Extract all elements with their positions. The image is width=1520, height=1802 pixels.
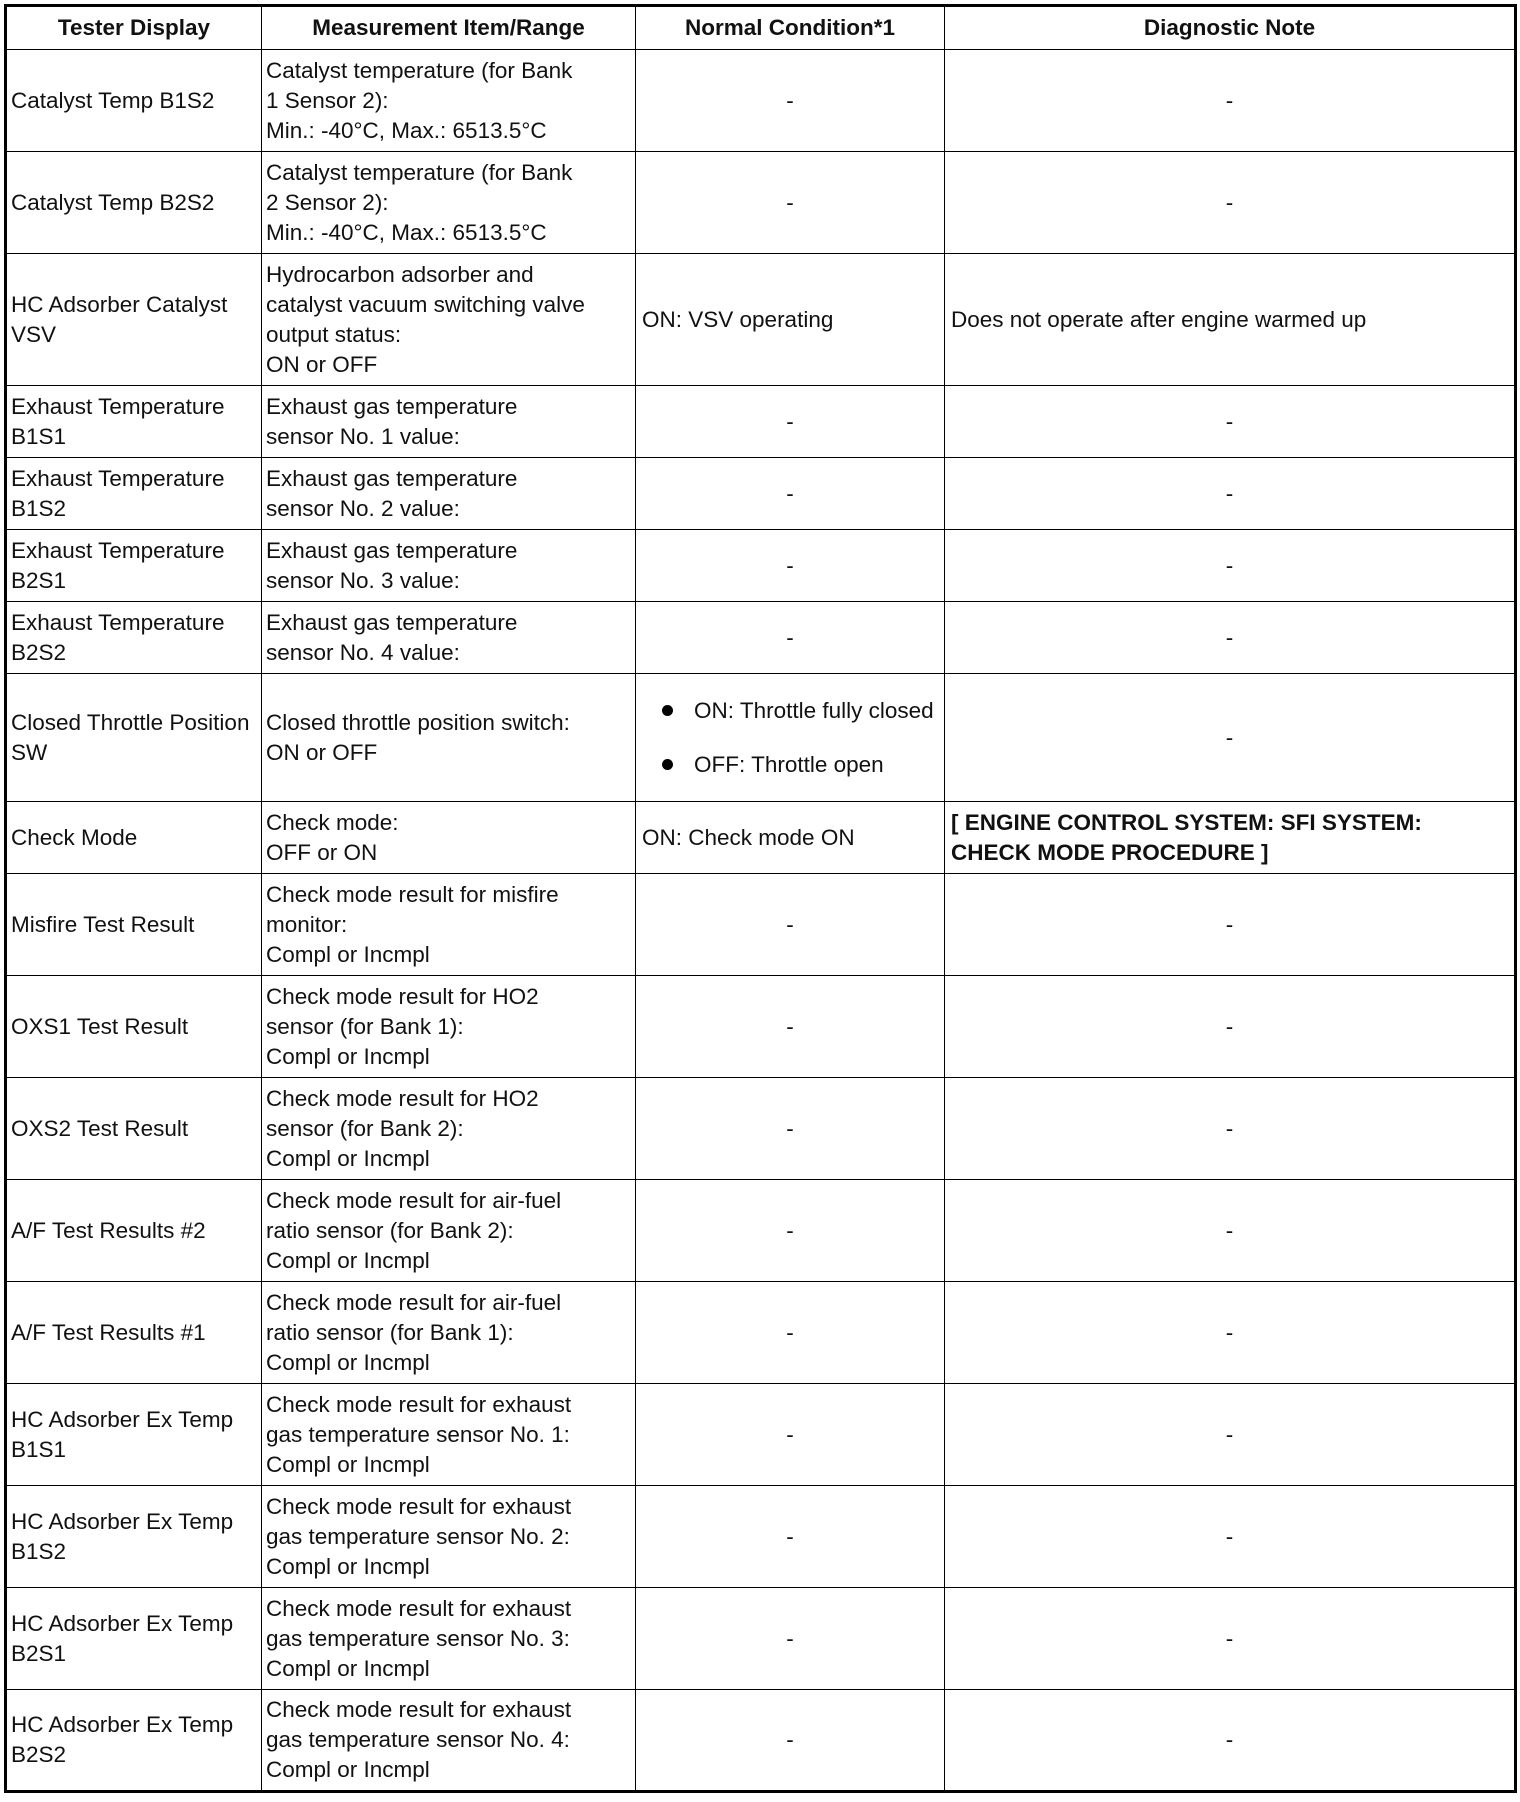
measurement-item-cell: [262, 602, 636, 674]
tester-display-cell: A/F Test Results #1: [6, 1282, 262, 1384]
tester-display-cell: Catalyst Temp B1S2: [6, 50, 262, 152]
table-row: [6, 802, 1516, 874]
normal-condition-cell: -: [636, 1486, 945, 1588]
measurement-item-line: Compl or Incmpl: [266, 1451, 430, 1477]
measurement-item-line: sensor (for Bank 2):: [266, 1115, 464, 1141]
tester-display-cell: Exhaust Temperature B1S2: [6, 458, 262, 530]
measurement-item-line: Compl or Incmpl: [266, 1349, 430, 1375]
measurement-item-cell: [262, 1078, 636, 1180]
diagnostic-note-cell: -: [945, 674, 1516, 802]
normal-condition-cell: [636, 674, 945, 802]
table-row: [6, 674, 1516, 802]
normal-condition-cell: -: [636, 976, 945, 1078]
table-row: [6, 976, 1516, 1078]
diagnostic-note-cell: -: [945, 458, 1516, 530]
measurement-item-cell: [262, 458, 636, 530]
measurement-item-line: Check mode result for exhaust: [266, 1493, 572, 1519]
diagnostic-note-cell: -: [945, 152, 1516, 254]
measurement-item-line: sensor No. 2 value:: [266, 495, 460, 521]
measurement-item-line: monitor:: [266, 911, 348, 937]
tester-display-cell: Check Mode: [6, 802, 262, 874]
measurement-item-line: sensor No. 3 value:: [266, 567, 460, 593]
measurement-item-cell: [262, 1588, 636, 1690]
table-row: [6, 1282, 1516, 1384]
measurement-item-line: Compl or Incmpl: [266, 1553, 430, 1579]
table-row: [6, 874, 1516, 976]
measurement-item-line: 1 Sensor 2):: [266, 87, 389, 113]
tester-display-cell: OXS1 Test Result: [6, 976, 262, 1078]
measurement-item-line: sensor (for Bank 1):: [266, 1013, 464, 1039]
diagnostic-note-cell: -: [945, 50, 1516, 152]
measurement-item-cell: [262, 1384, 636, 1486]
measurement-item-cell: [262, 1282, 636, 1384]
measurement-item-line: OFF or ON: [266, 839, 378, 865]
tester-display-cell: HC Adsorber Ex Temp B2S2: [6, 1690, 262, 1792]
measurement-item-line: sensor No. 4 value:: [266, 639, 460, 665]
normal-condition-list: [642, 690, 940, 786]
tester-display-cell: HC Adsorber Ex Temp B1S2: [6, 1486, 262, 1588]
normal-condition-cell: -: [636, 458, 945, 530]
measurement-item-cell: [262, 152, 636, 254]
measurement-item-cell: [262, 1180, 636, 1282]
tester-display-cell: Catalyst Temp B2S2: [6, 152, 262, 254]
diagnostic-note-cell: -: [945, 1078, 1516, 1180]
measurement-item-line: Compl or Incmpl: [266, 941, 430, 967]
measurement-item-line: Compl or Incmpl: [266, 1043, 430, 1069]
table-row: [6, 1588, 1516, 1690]
normal-condition-cell: -: [636, 602, 945, 674]
measurement-item-cell: [262, 50, 636, 152]
diagnostic-note-cell: -: [945, 1180, 1516, 1282]
measurement-item-line: Check mode result for exhaust: [266, 1391, 572, 1417]
measurement-item-line: gas temperature sensor No. 2:: [266, 1523, 570, 1549]
diagnostic-note-cell: -: [945, 1384, 1516, 1486]
tester-display-cell: Misfire Test Result: [6, 874, 262, 976]
measurement-item-line: Check mode:: [266, 809, 399, 835]
measurement-item-line: Closed throttle position switch:: [266, 709, 570, 735]
measurement-item-line: Min.: -40°C, Max.: 6513.5°C: [266, 219, 547, 245]
header-diagnostic-note: Diagnostic Note: [945, 6, 1516, 50]
diagnostic-note-cell: -: [945, 874, 1516, 976]
normal-condition-cell: -: [636, 1588, 945, 1690]
measurement-item-line: ON or OFF: [266, 739, 378, 765]
measurement-item-line: Check mode result for HO2: [266, 983, 539, 1009]
measurement-item-line: gas temperature sensor No. 3:: [266, 1625, 570, 1651]
tester-display-cell: OXS2 Test Result: [6, 1078, 262, 1180]
measurement-item-line: Min.: -40°C, Max.: 6513.5°C: [266, 117, 547, 143]
table-row: [6, 458, 1516, 530]
normal-condition-cell: -: [636, 874, 945, 976]
measurement-item-line: Check mode result for air-fuel: [266, 1187, 562, 1213]
tester-display-cell: A/F Test Results #2: [6, 1180, 262, 1282]
measurement-item-cell: [262, 874, 636, 976]
table-row: [6, 530, 1516, 602]
table-row: [6, 152, 1516, 254]
header-tester-display: Tester Display: [6, 6, 262, 50]
measurement-item-line: 2 Sensor 2):: [266, 189, 389, 215]
normal-condition-cell: -: [636, 1282, 945, 1384]
measurement-item-line: Exhaust gas temperature: [266, 393, 518, 419]
list-item: ON: Throttle fully closed: [650, 696, 940, 726]
measurement-item-line: Exhaust gas temperature: [266, 609, 518, 635]
measurement-item-line: Check mode result for air-fuel: [266, 1289, 562, 1315]
diagnostic-note-link[interactable]: CHECK MODE PROCEDURE ]: [951, 839, 1269, 865]
measurement-item-cell: [262, 1486, 636, 1588]
list-item: OFF: Throttle open: [650, 750, 940, 780]
normal-condition-cell: ON: Check mode ON: [636, 802, 945, 874]
table-row: [6, 50, 1516, 152]
tester-display-cell: Exhaust Temperature B2S2: [6, 602, 262, 674]
normal-condition-cell: -: [636, 530, 945, 602]
normal-condition-cell: -: [636, 1690, 945, 1792]
table-row: [6, 1384, 1516, 1486]
diagnostic-note-cell: -: [945, 530, 1516, 602]
tester-display-cell: Exhaust Temperature B1S1: [6, 386, 262, 458]
measurement-item-cell: [262, 530, 636, 602]
measurement-item-line: Exhaust gas temperature: [266, 465, 518, 491]
table-row: [6, 1078, 1516, 1180]
tester-display-cell: HC Adsorber Ex Temp B1S1: [6, 1384, 262, 1486]
measurement-item-line: Compl or Incmpl: [266, 1655, 430, 1681]
diagnostic-note-cell: -: [945, 976, 1516, 1078]
measurement-item-line: Compl or Incmpl: [266, 1145, 430, 1171]
table-row: [6, 1690, 1516, 1792]
normal-condition-cell: -: [636, 1384, 945, 1486]
measurement-item-line: output status:: [266, 321, 402, 347]
measurement-item-line: Exhaust gas temperature: [266, 537, 518, 563]
measurement-item-line: Catalyst temperature (for Bank: [266, 159, 573, 185]
diagnostic-note-cell: -: [945, 386, 1516, 458]
diagnostic-note-cell: -: [945, 1282, 1516, 1384]
measurement-item-cell: [262, 674, 636, 802]
table-row: [6, 1180, 1516, 1282]
measurement-item-cell: [262, 386, 636, 458]
normal-condition-cell: -: [636, 1078, 945, 1180]
diagnostic-note-cell: Does not operate after engine warmed up: [945, 254, 1516, 386]
normal-condition-cell: -: [636, 50, 945, 152]
measurement-item-line: gas temperature sensor No. 4:: [266, 1727, 570, 1752]
tester-display-cell: HC Adsorber Catalyst VSV: [6, 254, 262, 386]
header-row: [6, 6, 1516, 50]
data-list-table: [4, 4, 1517, 1793]
measurement-item-line: Catalyst temperature (for Bank: [266, 57, 573, 83]
tester-display-cell: Closed Throttle Position SW: [6, 674, 262, 802]
diagnostic-note-cell: -: [945, 1690, 1516, 1792]
tester-display-cell: HC Adsorber Ex Temp B2S1: [6, 1588, 262, 1690]
measurement-item-cell: [262, 976, 636, 1078]
diagnostic-note-cell: [945, 802, 1516, 874]
measurement-item-line: Check mode result for misfire: [266, 881, 559, 907]
diagnostic-note-cell: -: [945, 602, 1516, 674]
measurement-item-cell: [262, 802, 636, 874]
measurement-item-line: Check mode result for HO2: [266, 1085, 539, 1111]
measurement-item-line: ON or OFF: [266, 351, 378, 377]
measurement-item-line: Compl or Incmpl: [266, 1757, 430, 1782]
measurement-item-line: Check mode result for exhaust: [266, 1697, 572, 1722]
table-row: [6, 602, 1516, 674]
measurement-item-line: ratio sensor (for Bank 2):: [266, 1217, 514, 1243]
measurement-item-line: ratio sensor (for Bank 1):: [266, 1319, 514, 1345]
measurement-item-line: Compl or Incmpl: [266, 1247, 430, 1273]
diagnostic-note-cell: -: [945, 1486, 1516, 1588]
normal-condition-cell: -: [636, 1180, 945, 1282]
measurement-item-line: sensor No. 1 value:: [266, 423, 460, 449]
normal-condition-cell: ON: VSV operating: [636, 254, 945, 386]
measurement-item-line: Check mode result for exhaust: [266, 1595, 572, 1621]
normal-condition-cell: -: [636, 152, 945, 254]
table-row: [6, 1486, 1516, 1588]
measurement-item-line: Hydrocarbon adsorber and: [266, 261, 534, 287]
diagnostic-note-link[interactable]: [ ENGINE CONTROL SYSTEM: SFI SYSTEM:: [951, 809, 1422, 835]
table-row: [6, 254, 1516, 386]
tester-display-cell: Exhaust Temperature B2S1: [6, 530, 262, 602]
table-row: [6, 386, 1516, 458]
header-normal-condition: Normal Condition*1: [636, 6, 945, 50]
measurement-item-cell: [262, 254, 636, 386]
measurement-item-cell: [262, 1690, 636, 1792]
measurement-item-line: gas temperature sensor No. 1:: [266, 1421, 570, 1447]
normal-condition-cell: -: [636, 386, 945, 458]
diagnostic-note-cell: -: [945, 1588, 1516, 1690]
header-measurement-item: Measurement Item/Range: [262, 6, 636, 50]
measurement-item-line: catalyst vacuum switching valve: [266, 291, 585, 317]
